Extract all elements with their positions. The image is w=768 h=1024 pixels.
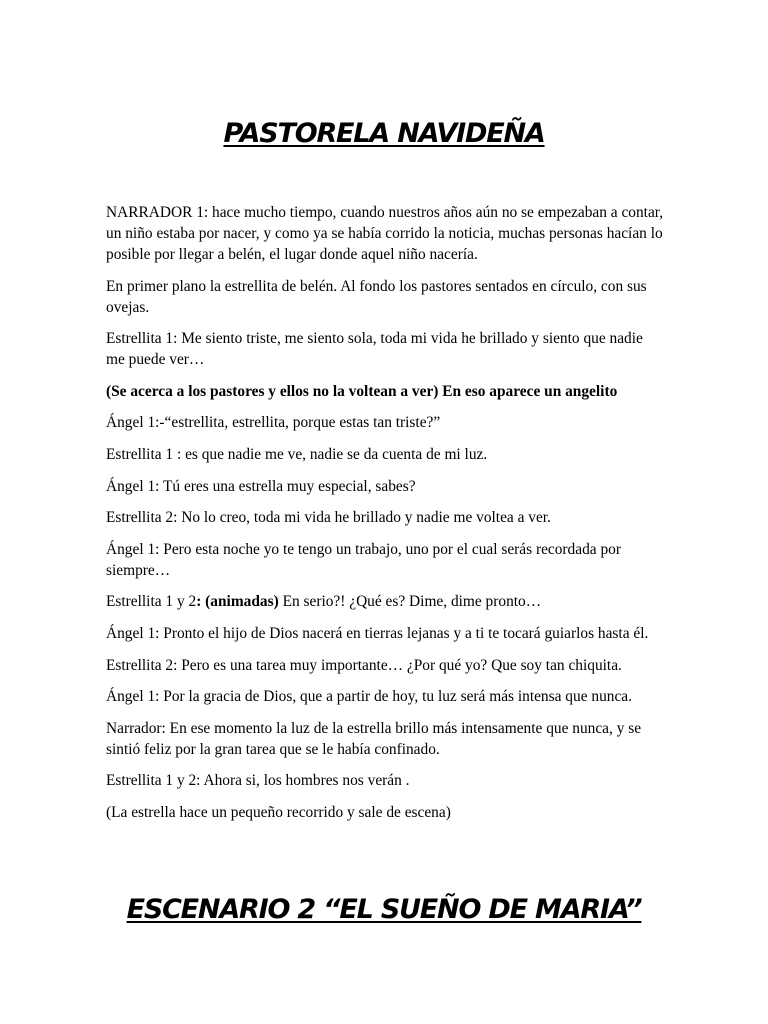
speaker-colon: :: [196, 593, 202, 611]
dialogue-line: Estrellita 2: Pero es una tarea muy importante… ¿Por qué yo? Que soy tan chiquita.: [106, 656, 622, 674]
dialogue-line: Ángel 1: Tú eres una estrella muy especial, sabes?: [106, 477, 416, 495]
dialogue-line: Estrellita 2: No lo creo, toda mi vida he brillado y nadie me voltea a ver.: [106, 509, 551, 527]
dialogue-line: Ángel 1: Por la gracia de Dios, que a partir de hoy, tu luz será más intensa que nunca.: [106, 688, 632, 706]
dialogue-line: Estrellita 1: Me siento triste, me siento sola, toda mi vida he brillado y siento que nadie me puede ver…: [106, 330, 643, 369]
page-title: PASTORELA NAVIDEÑA: [223, 118, 545, 149]
narrator-intro-paragraph: NARRADOR 1: hace mucho tiempo, cuando nuestros años aún no se empezaban a contar, un niño estaba por nacer, y como ya se había corrido la noticia, muchas personas hacían lo posible por llegar a belén, el lugar donde aquel niño nacería.: [106, 204, 664, 263]
stage-direction-paragraph: (La estrella hace un pequeño recorrido y sale de escena): [106, 803, 451, 821]
stage-direction-paragraph: En primer plano la estrellita de belén. Al fondo los pastores sentados en círculo, con sus ovejas.: [106, 277, 647, 316]
script-body: [106, 202, 664, 834]
dialogue-line: Estrellita 1 : es que nadie me ve, nadie se da cuenta de mi luz.: [106, 445, 488, 463]
dialogue-line-mixed: [106, 591, 664, 612]
inline-stage-direction: (animadas): [201, 593, 279, 611]
scene-title: ESCENARIO 2 “EL SUEÑO DE MARIA”: [126, 894, 642, 925]
bold-stage-direction: (Se acerca a los pastores y ellos no la voltean a ver) En eso aparece un angelito: [106, 382, 618, 400]
narrator-line: Narrador: En ese momento la luz de la estrella brillo más intensamente que nunca, y se sintió feliz por la gran tarea que se le había confinado.: [106, 719, 642, 758]
dialogue-line: Ángel 1: Pero esta noche yo te tengo un trabajo, uno por el cual serás recordada por siempre…: [106, 540, 621, 579]
dialogue-line: Estrellita 1 y 2: Ahora si, los hombres nos verán .: [106, 772, 410, 790]
dialogue-text: En serio?! ¿Qué es? Dime, dime pronto…: [278, 593, 542, 611]
dialogue-line: Ángel 1: Pronto el hijo de Dios nacerá en tierras lejanas y a ti te tocará guiarlos hasta él.: [106, 624, 649, 642]
dialogue-line: Ángel 1:-“estrellita, estrellita, porque estas tan triste?”: [106, 414, 441, 432]
speaker-name: Estrellita 1 y 2: [106, 593, 197, 611]
